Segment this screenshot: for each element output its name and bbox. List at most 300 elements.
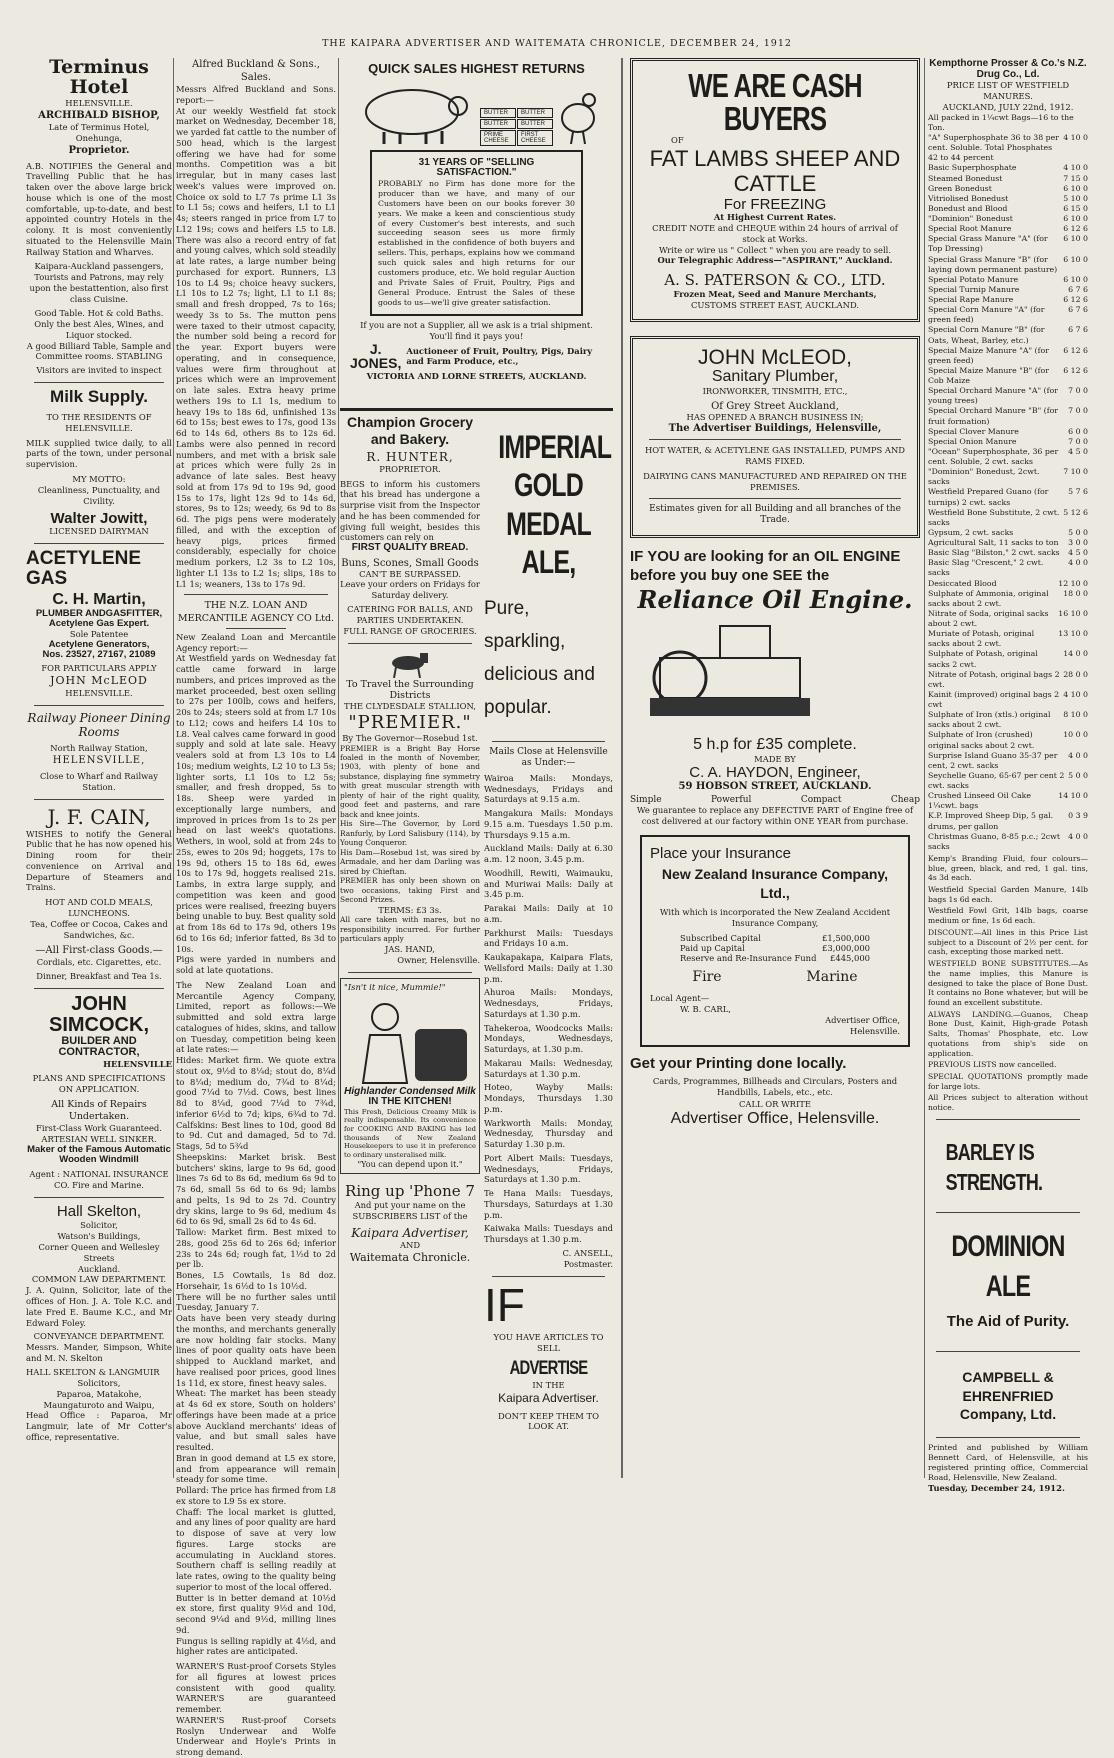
insurance-office: Advertiser Office, — [825, 1015, 900, 1026]
kemp-date: AUCKLAND, JULY 22nd, 1912. — [942, 101, 1074, 112]
reliance-ad — [630, 548, 920, 827]
hall-langmuir: HALL SKELTON & LANGMUIR — [26, 1366, 160, 1377]
mails-sign: C. ANSELL, — [562, 1247, 613, 1258]
highlander-kitchen: IN THE KITCHEN! — [368, 1096, 452, 1108]
insurance-capital — [680, 933, 870, 963]
price-row — [928, 295, 1088, 305]
price-item: Special Onion Manure — [928, 436, 1017, 446]
premier-care: All care taken with mares, but no responsibility incurred. For further particulars apply — [340, 915, 480, 944]
price-item: Special Rape Manure — [928, 295, 1014, 305]
price-row — [928, 558, 1088, 578]
reliance-guarantee: We guarantee to replace any DEFECTIVE PART of Engine free of cost delivered at our factory within ONE YEAR from purchase. — [636, 805, 914, 826]
acetylene-place: HELENSVILLE. — [65, 687, 133, 698]
price-value: 12 10 0 — [1058, 578, 1088, 588]
nz-pigs: Pigs were yarded in numbers and sold at late quotations. — [176, 954, 336, 976]
simcock-repairs: All Kinds of Repairs Undertaken. — [51, 1098, 147, 1122]
price-row — [928, 184, 1088, 194]
premier-name: "PREMIER." — [348, 711, 472, 733]
capital-label: Paid up Capital — [680, 943, 745, 954]
kemp-price-table — [928, 133, 1088, 852]
highlander-illustration — [345, 995, 475, 1085]
nz-text-14: Fungus is selling rapidly at 4½d, and higher rates are anticipated. — [176, 1635, 336, 1657]
hall-city: Auckland. — [77, 1263, 121, 1274]
price-value: 6 12 6 — [1063, 224, 1088, 234]
price-item: Basic Slag "Crescent," 2 cwt. sacks — [928, 558, 1044, 578]
mail-item: Woodhill, Rewiti, Waimauku, and Muriwai Mails: Daily at 3.45 p.m. — [484, 867, 613, 900]
imprint-date: Tuesday, December 24, 1912. — [928, 1482, 1065, 1493]
champion-text: BEGS to inform his customers that his bread has undergone a surprise visit from the Inspector and he has been commended for giving full weight, besides this customers can rely on — [340, 478, 480, 543]
price-row — [928, 629, 1088, 649]
kemp-note: All Prices subject to alteration without notice. — [928, 1093, 1088, 1113]
sales-intro: Messrs Alfred Buckland and Sons. report:— — [176, 84, 336, 105]
terminus-text-4: A good Billiard Table, Sample and Committee rooms. STABLING — [26, 340, 172, 362]
divider — [34, 1197, 164, 1198]
if-keep: DON'T KEEP THEM TO LOOK AT. — [498, 1410, 599, 1432]
horse-illustration — [380, 649, 440, 679]
nz-text-10: Bran in good demand at L5 ex store, and from appearance will remain steady for some time. — [176, 1452, 336, 1485]
price-value: 3 0 0 — [1068, 538, 1088, 548]
mails-ad — [484, 747, 613, 1270]
price-value: 4 0 0 — [1068, 831, 1088, 841]
insurance-marine: Marine — [806, 969, 858, 986]
mails-role: Postmaster. — [563, 1258, 613, 1269]
hall-towns: Paparoa, Matakohe, Maungaturoto and Waipu, — [43, 1388, 155, 1410]
price-value: 8 10 0 — [1063, 710, 1088, 720]
jones-supplier: If you are not a Supplier, all we ask is a trial shipment. You'll find it pays you! — [360, 320, 593, 341]
divider — [348, 972, 472, 973]
simcock-title: JOHN SIMCOCK, — [49, 992, 149, 1036]
mail-item: Parakai Mails: Daily at 10 a.m. — [484, 903, 613, 924]
phone-title: Ring up 'Phone 7 — [345, 1182, 475, 1201]
highlander-caption: "Isn't it nice, Mummie!" — [344, 981, 446, 992]
price-value: 14 0 0 — [1063, 649, 1088, 659]
price-item: Crushed Linseed Oil Cake 1¼cwt. bags — [928, 791, 1032, 811]
champion-first: FIRST QUALITY BREAD. — [351, 542, 469, 554]
premier-text: PREMIER is a Bright Bay Horse foaled in the month of November, 1903, with plenty of bone and substance, displaying fine symmetry with great muscular strength with plenty of hair of the right quality, good feet and pasterns, and rare back and knee joints. — [340, 743, 480, 819]
terminus-text-5: Visitors are invited to inspect — [36, 365, 162, 376]
price-value: 4 10 0 — [1063, 689, 1088, 699]
hall-solicitors: Solicitors, — [77, 1377, 121, 1388]
divider — [184, 594, 328, 595]
price-item: Special Root Manure — [928, 224, 1012, 234]
divider — [34, 382, 164, 383]
simcock-maker: Maker of the Famous Automatic Wooden Windmill — [27, 1144, 171, 1166]
reliance-price: 5 h.p for £35 complete. — [693, 736, 857, 754]
hall-conv: CONVEYANCE DEPARTMENT. — [33, 1331, 165, 1342]
mail-item: Kaukapakapa, Kaipara Flats, Wellsford Mails: Daily at 1.30 p.m. — [484, 952, 613, 984]
price-item: Kainit (improved) original bags 2 cwt — [928, 689, 1060, 710]
price-item: Agricultural Salt, 11 sacks to ton — [928, 538, 1059, 548]
price-value: 16 10 0 — [1058, 608, 1088, 618]
railway-place: HELENSVILLE, — [52, 754, 146, 766]
premier-terms: TERMS: £3 3s. — [378, 904, 442, 915]
terminus-owner-late: Late of Terminus Hotel, Onehunga, — [48, 121, 150, 143]
simcock-trade: BUILDER AND CONTRACTOR, — [58, 1034, 140, 1059]
capital-value: £445,000 — [830, 953, 870, 964]
milk-role: LICENSED DAIRYMAN — [49, 526, 149, 537]
price-item: Nitrate of Soda, original sacks about 2 cwt. — [928, 608, 1049, 629]
mails-list — [484, 773, 613, 1245]
divider — [936, 1212, 1080, 1213]
price-value: 4 5 0 — [1068, 548, 1088, 558]
price-item: Special Corn Manure "B" (for Oats, Wheat, Barley, etc.) — [928, 325, 1045, 345]
nz-text-6: Bones, L5 Cowtails, 1s 8d doz. Horsehair, 1s 6½d to 1s 10½d. — [176, 1270, 336, 1291]
champion-buns: Buns, Scones, Small Goods — [341, 557, 479, 569]
terminus-proprietor: Proprietor. — [68, 144, 130, 156]
mail-item: Tahekeroa, Woodcocks Mails: Mondays, Wednesdays, Saturdays, at 1.30 p.m. — [484, 1022, 613, 1055]
price-value: 5 12 6 — [1063, 507, 1088, 517]
terminus-text-3: Good Table. Hot & cold Baths. Only the best Ales, Wines, and Liquor stocked. — [34, 308, 164, 340]
kempthorne-ad — [928, 58, 1088, 1113]
mcleod-name: JOHN McLEOD, — [697, 346, 852, 370]
nz-text-11: Pollard: The price has firmed from L8 ex store to L9 5s ex store. — [176, 1485, 336, 1506]
cash-title: WE ARE CASH BUYERS — [688, 67, 862, 137]
hall-text: J. A. Quinn, Solicitor, late of the offices of Hon. J. A. Tole K.C. and late Fred E. Baume K.C., and Mr Edward Foley. — [26, 1285, 172, 1328]
capital-row — [680, 943, 870, 953]
price-row — [928, 589, 1088, 609]
mcleod-building: The Advertiser Buildings, Helensville, — [668, 422, 882, 434]
jones-name: J. JONES, — [350, 340, 402, 372]
price-item: Green Bonedust — [928, 183, 992, 193]
milk-supply-ad — [26, 388, 172, 537]
printing-ad — [630, 1055, 920, 1128]
if-in: IN THE — [532, 1379, 565, 1390]
price-value: 6 12 6 — [1063, 295, 1088, 305]
railway-ad — [26, 711, 172, 793]
price-row — [928, 214, 1088, 224]
divider — [34, 543, 164, 544]
terminus-owner: ARCHIBALD BISHOP, — [38, 109, 160, 121]
cain-goods: —All First-class Goods.— — [35, 944, 163, 956]
price-row — [928, 366, 1088, 386]
price-row — [928, 508, 1088, 528]
price-row — [928, 437, 1088, 447]
hall-title: Hall Skelton, — [56, 1202, 142, 1220]
terminus-text: A.B. NOTIFIES the General and Travelling Public that he has taken over the above large brick house which is one of the most comfortable, up-to-date, and best appointed country Hotels in the colony. It is most conveniently situated to the Helensville Main Railway Station and Wharves. — [26, 160, 172, 257]
champion-leave: Leave your orders on Fridays for Saturday delivery. — [340, 579, 480, 601]
insurance-agent-name: W. B. CARL, — [680, 1004, 731, 1015]
price-row — [928, 791, 1088, 811]
price-value: 6 10 0 — [1063, 254, 1088, 264]
price-value: 5 7 6 — [1068, 487, 1088, 497]
divider — [936, 1351, 1080, 1352]
acetylene-sole: Sole Patentee — [69, 628, 129, 639]
price-item: Sulphate of Iron (xtls.) original sacks about 2 cwt. — [928, 710, 1051, 730]
price-row — [928, 487, 1088, 507]
cash-goods: FAT LAMBS SHEEP AND CATTLE — [649, 145, 901, 197]
terminus-place: HELENSVILLE. — [65, 97, 133, 108]
cain-cordials: Cordials, etc. Cigarettes, etc. — [36, 956, 162, 967]
price-item: "Dominion" Bonedust, 2cwt. sacks — [928, 467, 1040, 487]
price-row — [928, 609, 1088, 629]
if-advertise: ADVERTISE — [509, 1357, 588, 1379]
mail-item: Warkworth Mails: Monday, Wednesday, Thursday and Saturday 1.30 p.m. — [484, 1117, 613, 1150]
cash-credit: CREDIT NOTE and CHEQUE within 24 hours of arrival of stock at Works. — [652, 223, 898, 244]
price-value: 4 10 0 — [1063, 163, 1088, 173]
kemp-note: Westfield Special Garden Manure, 14lb bags 1s 6d each. — [928, 885, 1088, 904]
phone-and: AND — [399, 1239, 421, 1250]
crate-label: PRIME CHEESE — [480, 130, 516, 146]
price-item: Special Maize Manure "B" (for Cob Maize — [928, 365, 1049, 386]
price-row — [928, 579, 1088, 589]
milk-motto: MY MOTTO: — [72, 473, 126, 484]
cash-address: CUSTOMS STREET EAST, AUCKLAND. — [690, 300, 860, 311]
cash-for: For FREEZING — [723, 195, 827, 213]
divider — [649, 439, 901, 440]
mail-item: Wairoa Mails: Mondays, Wednesdays, Fridays and Saturdays at 9.15 a.m. — [484, 772, 613, 805]
masthead: THE KAIPARA ADVERTISER AND WAITEMATA CHRONICLE, DECEMBER 24, 1912 — [322, 38, 792, 49]
price-value: 6 0 0 — [1068, 426, 1088, 436]
price-row — [928, 325, 1088, 345]
kemp-note: Westfield Fowl Grit, 14lb bags, coarse medium or fine, 1s 6d each. — [928, 906, 1088, 926]
mails-title: Mails Close at Helensville as Under:— — [489, 746, 608, 769]
price-value: 4 10 0 — [1063, 133, 1088, 143]
price-row — [928, 224, 1088, 234]
hall-dept: COMMON LAW DEPARTMENT. — [31, 1274, 167, 1285]
price-value: 7 0 0 — [1068, 406, 1088, 416]
champion-cater: CATERING FOR BALLS, AND PARTIES UNDERTAKEN. — [347, 603, 473, 625]
if-paper: Kaipara Advertiser. — [498, 1390, 599, 1405]
divider — [34, 799, 164, 800]
price-row — [928, 811, 1088, 831]
nz-text-3: Hides: Market firm. We quote extra stout ox, 9½d to 8¼d; stout do, 8¼d to 8¼d; medium do, 7¾d to 8¼d; good 7¼d to 7½d. Cows, best lines 8d to 8¼d, good 7¼d to 7¾d, inferior 6½d to 7d; kips, 6¾d to 7d. Calfskins: Best lines to 10d, good 8d to 9d. Cut and damaged, 5d to 7d. Stags, 5d to 5¾d — [176, 1055, 336, 1152]
cain-ad — [26, 805, 172, 982]
capital-value: £1,500,000 — [822, 933, 870, 944]
price-item: Basic Superphosphate — [928, 163, 1017, 173]
premier-text-3: His Dam—Rosebud 1st, was sired by Armadale, and her dam Darling was sired by Chieftan. — [340, 847, 480, 876]
price-item: Special Orchard Manure "A" (for young trees) — [928, 386, 1058, 406]
price-row — [928, 174, 1088, 184]
acetylene-ad — [26, 549, 172, 699]
cash-buyers-ad — [630, 58, 920, 322]
acetylene-expert: Acetylene Gas Expert. — [48, 617, 150, 629]
mcleod-role: Sanitary Plumber, — [711, 368, 839, 386]
hall-head-office: Head Office : Paparoa, Mr Langmuir, late of Mr Cotter's office, representative. — [26, 1410, 172, 1442]
premier-by: By The Governor—Rosebud 1st. — [342, 732, 478, 743]
hall-role: Solicitor, — [80, 1219, 118, 1230]
simcock-plans: PLANS AND SPECIFICATIONS ON APPLICATION. — [32, 1072, 166, 1094]
price-item: Sulphate of Ammonia, original sacks about 2 cwt. — [928, 588, 1049, 608]
cash-rates: At Highest Current Rates. — [713, 212, 837, 223]
reliance-made: MADE BY — [754, 754, 796, 765]
mail-item: Port Albert Mails: Tuesdays, Wednesdays, Fridays, Saturdays at 1.30 p.m. — [484, 1152, 613, 1185]
price-item: Bonedust and Blood — [928, 203, 1008, 213]
price-value: 10 0 0 — [1063, 730, 1088, 740]
acetylene-apply: FOR PARTICULARS APPLY — [41, 662, 157, 673]
price-item: Christmas Guano, 8-85 p.c.; 2cwt sacks — [928, 831, 1060, 851]
price-value: 6 7 6 — [1068, 284, 1088, 294]
oil-engine-illustration — [630, 618, 830, 728]
price-row — [928, 528, 1088, 538]
price-row — [928, 751, 1088, 771]
milk-place: HELENSVILLE. — [65, 422, 133, 433]
price-value: 4 5 0 — [1068, 446, 1088, 456]
price-row — [928, 730, 1088, 750]
dominion-title: DOMINION ALE — [951, 1229, 1065, 1304]
cash-write: Write or wire us " Collect " when you are ready to sell. — [658, 244, 891, 255]
price-value: 6 12 6 — [1063, 345, 1088, 355]
barley-ad: BARLEY IS STRENGTH. — [945, 1138, 1043, 1195]
price-item: Sulphate of Iron (crushed) original sacks about 2 cwt. — [928, 730, 1035, 750]
hall-conv-text: Messrs. Mander, Simpson, White and M. N. Skelton — [26, 1342, 172, 1364]
kemp-note: SPECIAL QUOTATIONS promptly made for large lots. — [928, 1071, 1088, 1091]
terminus-hotel-ad — [26, 58, 172, 376]
acetylene-generators: Acetylene Generators, — [48, 638, 150, 650]
milk-to: TO THE RESIDENTS OF — [46, 411, 152, 422]
reliance-word: Cheap — [890, 795, 920, 806]
reliance-address: 59 HOBSON STREET, AUCKLAND. — [678, 781, 872, 793]
nz-text-9: Wheat: The market has been steady at 4s 6d ex store, South on holders' offerings have been made at a price above Auckland merchants' ideas of value, and but small sales have resulted. — [176, 1388, 336, 1453]
price-item: K.P. Improved Sheep Dip, 5 gal. drums, per gallon — [928, 811, 1054, 831]
mcleod-of: Of Grey Street Auckland, — [711, 400, 839, 412]
price-item: Seychelle Guano, 65-67 per cent 2 cwt. sacks — [928, 770, 1065, 791]
price-value: 13 10 0 — [1058, 629, 1088, 639]
mail-item: Te Hana Mails: Tuesdays, Thursdays, Saturdays at 1.30 p.m. — [484, 1188, 613, 1220]
if-text: YOU HAVE ARTICLES TO SELL — [493, 1331, 604, 1353]
kemp-note: PREVIOUS LISTS now cancelled. — [928, 1060, 1057, 1070]
imperial-ale-ad — [484, 428, 613, 725]
column-3b — [484, 414, 613, 1474]
capital-label: Subscribed Capital — [680, 933, 761, 944]
divider — [936, 1119, 1080, 1120]
mail-item: Auckland Mails: Daily at 6.30 a.m. 12 noon, 3.45 p.m. — [484, 843, 613, 865]
jones-box — [370, 150, 583, 317]
jones-banner: QUICK SALES HIGHEST RETURNS — [368, 61, 585, 76]
price-value: 7 0 0 — [1068, 436, 1088, 446]
insurance-ad — [640, 835, 910, 1047]
insurance-agent: Local Agent— — [650, 993, 710, 1004]
mcleod-ad — [630, 336, 920, 538]
price-row — [928, 163, 1088, 173]
premier-owner-2: Owner, Helensville. — [397, 954, 480, 965]
printing-items: Cards, Programmes, Billheads and Circulars, Posters and Handbills, Labels, etc., etc. — [652, 1075, 898, 1097]
price-row — [928, 133, 1088, 163]
kemp-notes — [928, 854, 1088, 1113]
kemp-note: Kemp's Branding Fluid, four colours—blue, green, black, and red, 1 gal. tins, 4s 3d each. — [928, 853, 1088, 883]
price-row — [928, 234, 1088, 254]
column-5 — [928, 58, 1088, 1493]
crate-label: FIRST CHEESE — [517, 130, 553, 146]
price-item: Special Corn Manure "A" (for green feed) — [928, 305, 1045, 325]
column-rule — [621, 58, 623, 1478]
price-value: 6 10 0 — [1063, 183, 1088, 193]
price-row — [928, 548, 1088, 558]
insurance-with: With which is incorporated the New Zealand Accident Insurance Company, — [659, 906, 891, 928]
price-item: Special Clover Manure — [928, 426, 1019, 436]
divider — [34, 705, 164, 706]
price-item: "Dominion" Bonedust — [928, 214, 1013, 224]
crate-label: BUTTER — [517, 119, 553, 129]
phone-ad — [340, 1182, 480, 1263]
price-row — [928, 204, 1088, 214]
jones-box-text: PROBABLY no Firm has done more for the producer than we have, and many of our Customers have been on our books forever 30 years. We make a keen and conscientious study of every Customer's best interests, and such succeeding season sees us more firmly established in the confidence of both buyers and sellers. This, perhaps, explains how we command such quick sales and high returns for our customers produce, etc. We hold regular Auction and Private Sales of Fruit, Poultry, Pigs and General Produce. Entrust the Sales of these goods to us—we'll give greater satisfaction. — [378, 178, 575, 308]
price-item: Special Grass Manure "A" (for Top Dressing) — [928, 234, 1048, 254]
if-advertise-ad — [484, 1278, 613, 1433]
price-value: 28 0 0 — [1063, 669, 1088, 679]
price-row — [928, 305, 1088, 325]
jones-role: Auctioneer of Fruit, Poultry, Pigs, Dairy and Farm Produce, etc., — [406, 345, 593, 367]
premier-travel: To Travel the Surrounding Districts — [346, 678, 474, 701]
capital-row — [680, 933, 870, 943]
price-row — [928, 194, 1088, 204]
column-rule — [924, 58, 925, 1478]
highlander-ad — [340, 978, 480, 1174]
price-row — [928, 670, 1088, 690]
highlander-brand: Highlander Condensed Milk — [344, 1085, 476, 1097]
price-value: 5 10 0 — [1063, 193, 1088, 203]
rooster-illustration — [553, 86, 603, 146]
milk-text: MILK supplied twice daily, to all parts of the town, under personal supervision. — [26, 437, 172, 470]
reliance-word: Compact — [800, 795, 842, 806]
divider — [226, 628, 286, 629]
price-item: Nitrate of Potash, original bags 2 cwt. — [928, 669, 1060, 689]
price-item: Westfield Prepared Guano (for turnips) 2 cwt. sacks — [928, 487, 1049, 507]
divider — [34, 988, 164, 989]
column-1 — [26, 58, 172, 1488]
cain-title: J. F. CAIN, — [47, 804, 151, 829]
champion-cant: CAN'T BE SURPASSED. — [359, 568, 461, 579]
price-item: Desiccated Blood — [928, 578, 997, 588]
hall-building: Watson's Buildings, — [57, 1230, 141, 1241]
price-item: Special Grass Manure "B" (for laying down permanent pasture) — [928, 254, 1058, 274]
premier-text-4: PREMIER has only been shown on two occasions, taking First and Second Prizes. — [340, 876, 480, 905]
mail-item: Hoteo, Wayby Mails: Mondays, Thursdays 1.30 p.m. — [484, 1082, 613, 1114]
price-row — [928, 386, 1088, 406]
divider — [492, 1276, 605, 1277]
mail-item: Makarau Mails: Wednesday, Saturdays at 1.30 p.m. — [484, 1057, 613, 1079]
price-value: 4 0 0 — [1068, 750, 1088, 760]
divider — [340, 408, 613, 411]
insurance-fire: Fire — [692, 969, 722, 986]
nz-text-5: Tallow: Market firm. Best mixed to 28s, good 25s 6d to 26s 6d; inferior 23s to 24s 6d; rough fat, 1½d to 2d per lb. — [176, 1227, 336, 1270]
phone-paper: Kaipara Advertiser, — [351, 1225, 469, 1240]
champion-name: R. HUNTER, — [366, 449, 454, 464]
capital-label: Reserve and Re-Insurance Fund — [680, 953, 817, 964]
milk-name: Walter Jowitt, — [50, 509, 148, 527]
cain-dinner: Dinner, Breakfast and Tea 1s. — [36, 970, 162, 981]
phone-text: And put your name on the SUBSCRIBERS LIST of the — [352, 1200, 468, 1221]
price-value: 4 0 0 — [1068, 558, 1088, 568]
price-value: 6 15 0 — [1063, 203, 1088, 213]
premier-owner: JAS. HAND, — [385, 943, 435, 954]
mail-item: Ahuroa Mails: Mondays, Wednesdays, Fridays, Saturdays at 1.30 p.m. — [484, 987, 613, 1019]
mail-item: Kaiwaka Mails: Tuesdays and Thursdays at 1.30 p.m. — [484, 1223, 613, 1245]
jones-box-title: 31 YEARS OF "SELLING SATISFACTION." — [418, 156, 535, 179]
terminus-title: Terminus Hotel — [49, 56, 149, 98]
mail-item: Parkhurst Mails: Tuesdays and Fridays 10 a.m. — [484, 927, 613, 949]
hall-skelton-ad — [26, 1203, 172, 1443]
insurance-place: Place your Insurance — [650, 844, 791, 862]
price-value: 7 0 0 — [1068, 386, 1088, 396]
printing-call: CALL OR WRITE — [739, 1099, 811, 1110]
kemp-note: ALWAYS LANDING.—Guanos, Cheap Bone Dust, Kainit, High-grade Potash Salts, Thomas' Phosphate, etc. Low quotations from ship's side on application. — [928, 1009, 1088, 1058]
simcock-well: ARTESIAN WELL SINKER. — [41, 1134, 157, 1145]
imperial-text: Pure, sparkling, delicious and popular. — [484, 597, 595, 719]
price-row — [928, 832, 1088, 852]
divider — [649, 498, 901, 499]
crate-label: BUTTER — [480, 119, 516, 129]
kemp-note: WESTFIELD BONE SUBSTITUTES.—As the name implies, this Manure is designed to take the place of Bone Dust. It contains no Bone whatever, but will be found an excellent substitute. — [928, 959, 1088, 1007]
capital-row — [680, 953, 870, 963]
simcock-work: First-Class Work Guaranteed. — [36, 1123, 162, 1134]
acetylene-trade: PLUMBER ANDGASFITTER, — [35, 607, 163, 619]
premier-ad — [340, 649, 480, 966]
reliance-word: Simple — [630, 795, 662, 806]
acetylene-name: C. H. Martin, — [52, 591, 146, 609]
price-row — [928, 710, 1088, 730]
nz-intro: New Zealand Loan and Mercantile Agency report:— — [176, 631, 336, 653]
acetylene-jm: JOHN McLEOD — [50, 673, 148, 687]
